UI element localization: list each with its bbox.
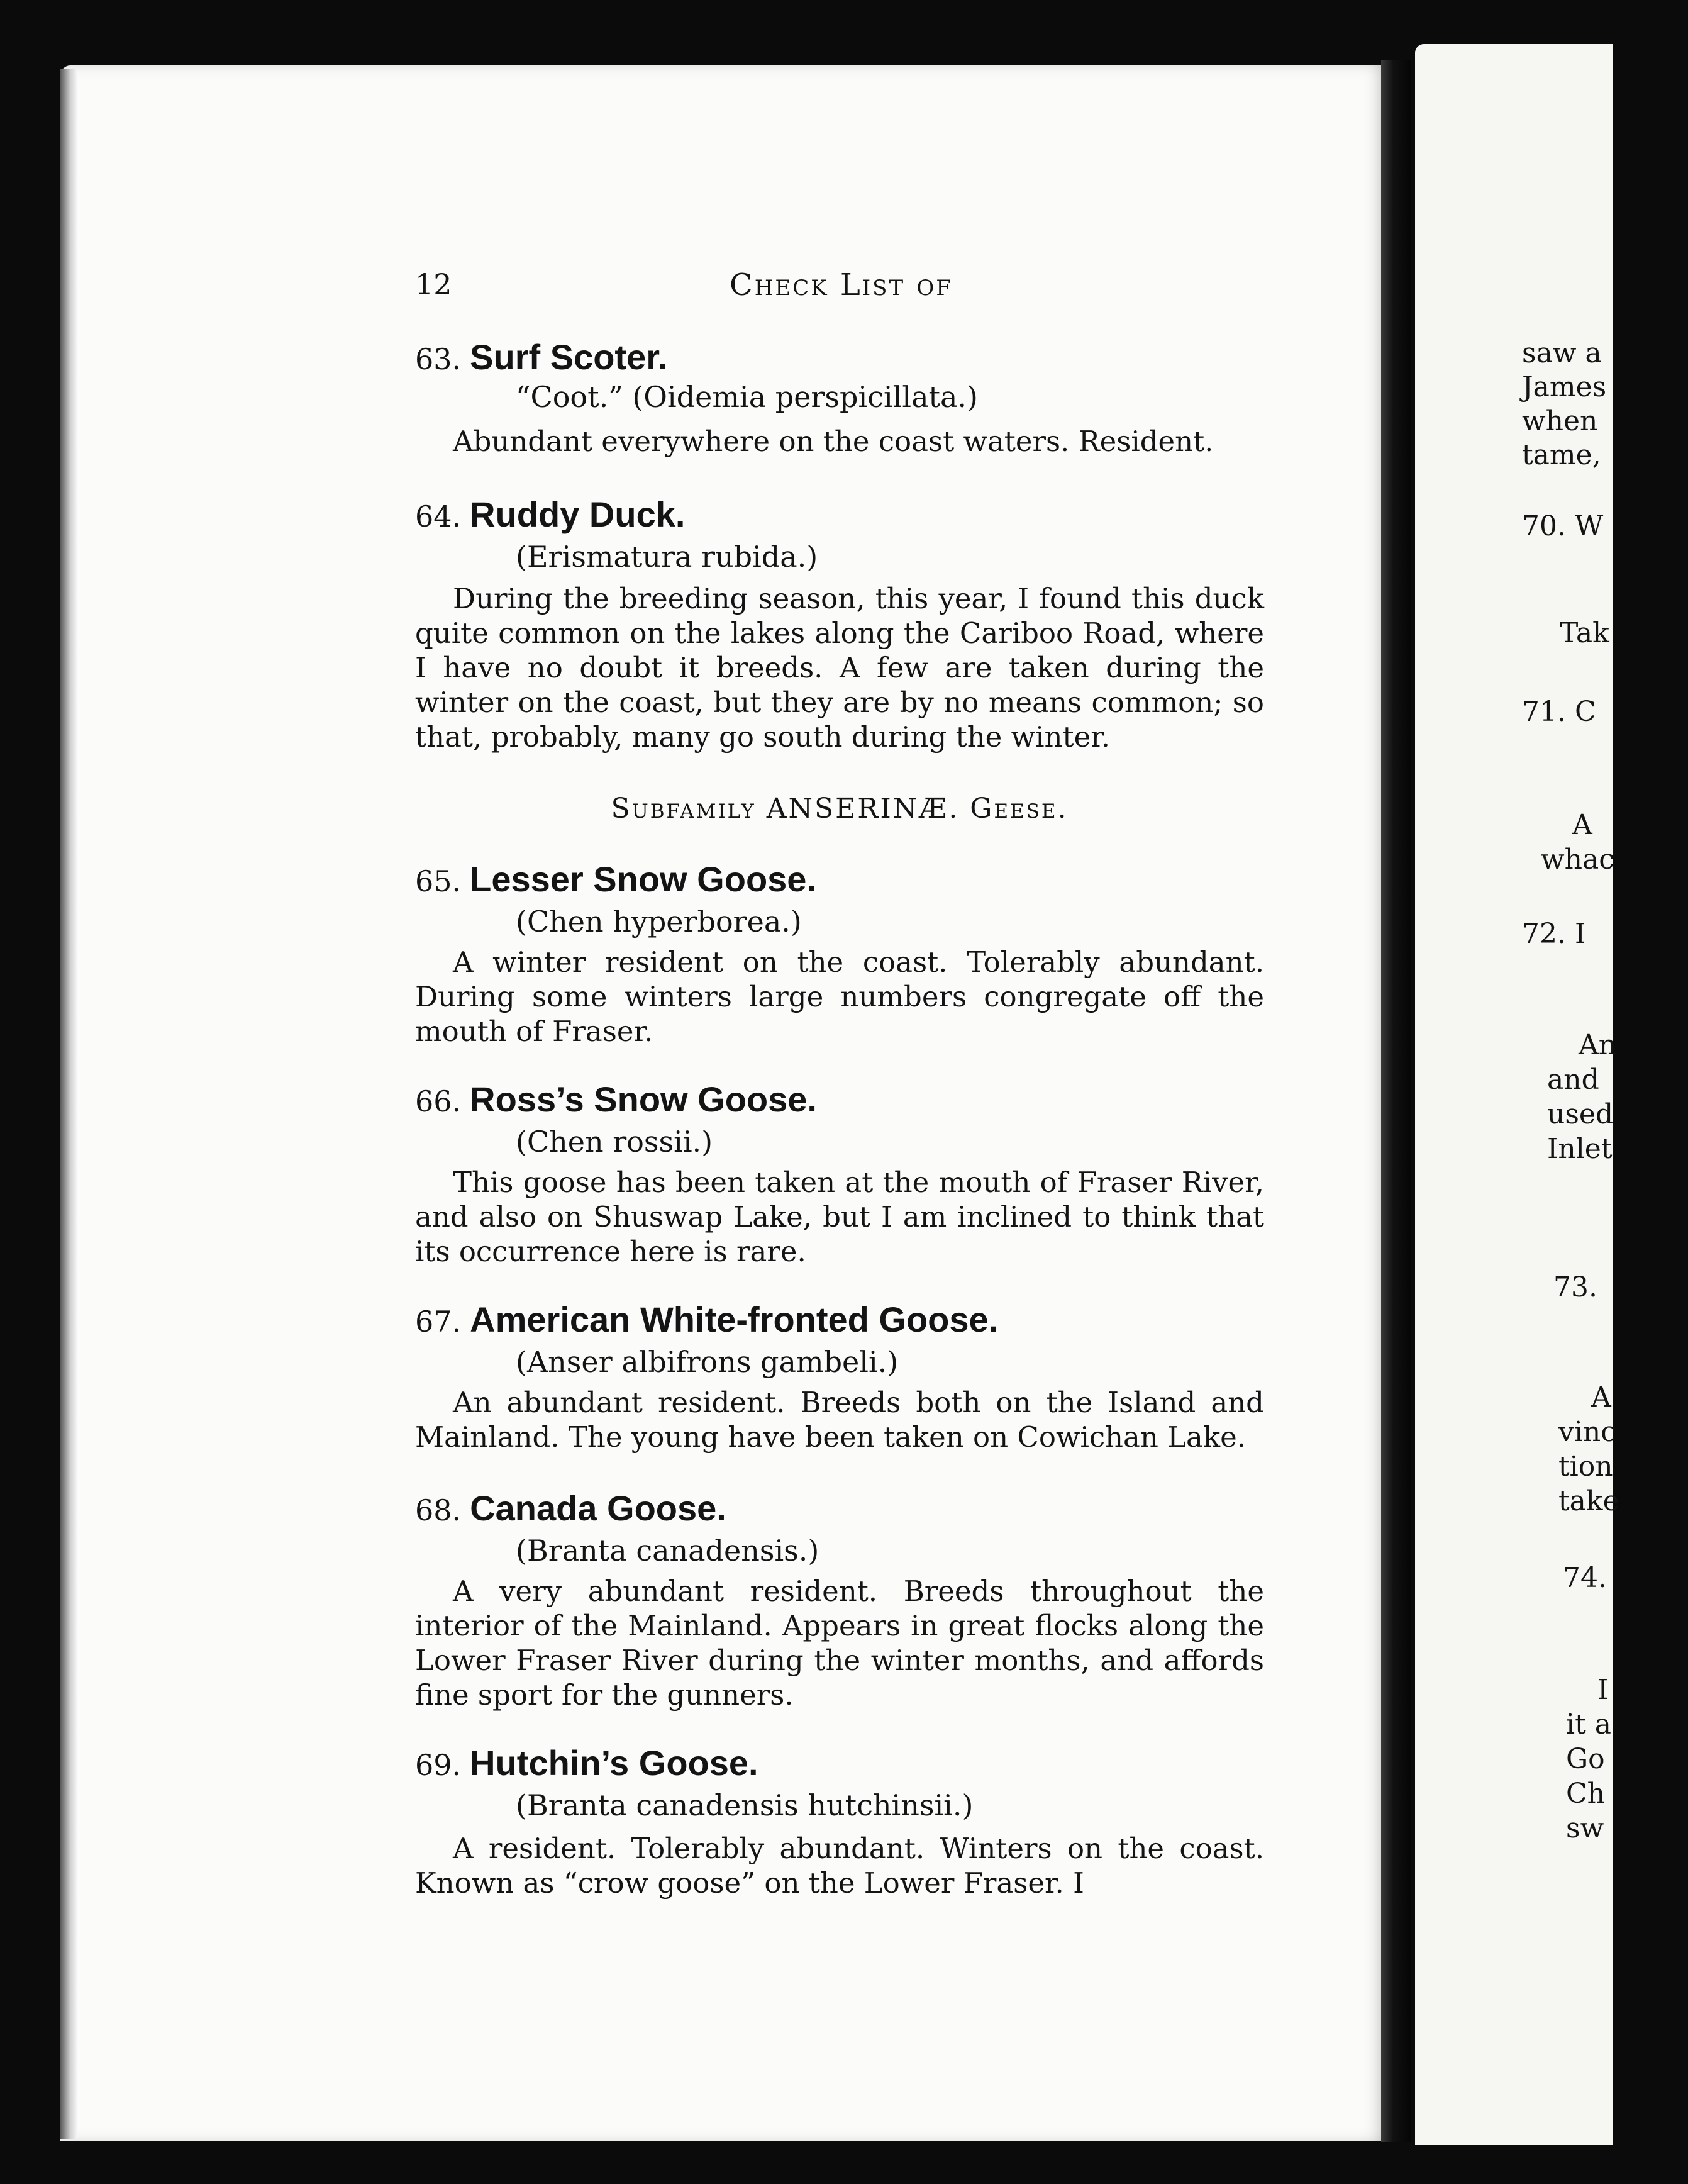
right-page-fragment-top: saw a James when tame,: [1522, 337, 1607, 471]
entry-text: During the breeding season, this year, I found this duck quite common on the lakes along the Cariboo Road, where I have no doubt it breeds. A few are taken during the winter on the coast, but they are by no means common; so that, probably, many go south during the winter.: [415, 582, 1264, 754]
entry-heading: 67. American White-fronted Goose.: [415, 1300, 999, 1339]
right-entry-71: 71. C: [1522, 696, 1596, 728]
entry-67: [415, 1299, 1264, 1454]
right-entry-73: 73.: [1553, 1271, 1597, 1303]
entry-69: [415, 1742, 1264, 1900]
right-fragment-a1: A: [1572, 809, 1592, 841]
right-fragment-sw: sw: [1566, 1812, 1604, 1844]
right-fragment-i: I: [1597, 1674, 1609, 1706]
scientific-name: “Coot.” (Oidemia perspicillata.): [516, 380, 978, 414]
book-gutter: [1381, 60, 1411, 2142]
right-entry-72: 72. I: [1522, 918, 1586, 950]
right-fragment-an: An: [1579, 1029, 1617, 1061]
right-fragment-go: Go: [1566, 1743, 1605, 1775]
right-fragment-whac: whac: [1541, 844, 1614, 876]
right-fragment-vinc: vinc: [1558, 1416, 1616, 1448]
right-fragment-take: take: [1558, 1485, 1619, 1517]
entry-text: This goose has been taken at the mouth of Fraser River, and also on Shuswap Lake, but I am inclined to think that its occurrence here is rare.: [415, 1166, 1264, 1268]
scientific-name: (Chen hyperborea.): [516, 905, 802, 939]
right-fragment-and: and: [1547, 1064, 1599, 1096]
right-fragment-a2: A: [1591, 1381, 1611, 1413]
entry-64: [415, 494, 1264, 754]
right-entry-74: 74.: [1563, 1562, 1607, 1594]
scientific-name: (Chen rossii.): [516, 1125, 713, 1159]
right-fragment-ita: it a: [1566, 1708, 1611, 1741]
right-entry-70: 70. W: [1522, 510, 1604, 542]
entry-heading: 69. Hutchin’s Goose.: [415, 1743, 758, 1783]
right-fragment-tak: Tak: [1560, 617, 1609, 649]
entry-text: Abundant everywhere on the coast waters. Resident.: [453, 425, 1214, 458]
page-edge: [60, 69, 77, 2139]
page-header: [415, 267, 1264, 305]
entry-text: A very abundant resident. Breeds throughout the interior of the Mainland. Appears in great flocks along the Lower Fraser River during the winter months, and affords fine sport for the gunners.: [415, 1574, 1264, 1712]
entry-heading: 65. Lesser Snow Goose.: [415, 859, 816, 899]
scientific-name: (Anser albifrons gambeli.): [516, 1345, 899, 1379]
scientific-name: (Branta canadensis.): [516, 1534, 819, 1568]
entry-heading: 63. Surf Scoter.: [415, 337, 668, 377]
right-fragment-inlet: Inlet: [1547, 1133, 1613, 1165]
scientific-name: (Branta canadensis hutchinsii.): [516, 1788, 974, 1822]
entry-heading: 66. Ross’s Snow Goose.: [415, 1079, 817, 1119]
subfamily-heading: Subfamily ANSERINÆ. Geese.: [611, 793, 1069, 825]
entry-heading: 64. Ruddy Duck.: [415, 494, 686, 534]
entry-68: [415, 1488, 1264, 1712]
entry-text: An abundant resident. Breeds both on the Island and Mainland. The young have been taken on Cowichan Lake.: [415, 1386, 1264, 1454]
right-fragment-used: used: [1547, 1098, 1614, 1130]
entry-heading: 68. Canada Goose.: [415, 1488, 726, 1528]
entry-text: A winter resident on the coast. Tolerably abundant. During some winters large numbers congregate off the mouth of Fraser.: [415, 945, 1264, 1048]
entry-text: A resident. Tolerably abundant. Winters on the coast. Known as “crow goose” on the Lower Fraser. I: [415, 1832, 1264, 1900]
entry-63: [415, 337, 1264, 459]
right-fragment-tion: tion: [1558, 1451, 1613, 1483]
scientific-name: (Erismatura rubida.): [516, 540, 818, 574]
page-number: 12: [415, 267, 452, 301]
running-title: Check List of: [730, 267, 953, 303]
entry-66: [415, 1079, 1264, 1269]
right-fragment-ch: Ch: [1566, 1778, 1606, 1810]
entry-65: [415, 859, 1264, 1049]
